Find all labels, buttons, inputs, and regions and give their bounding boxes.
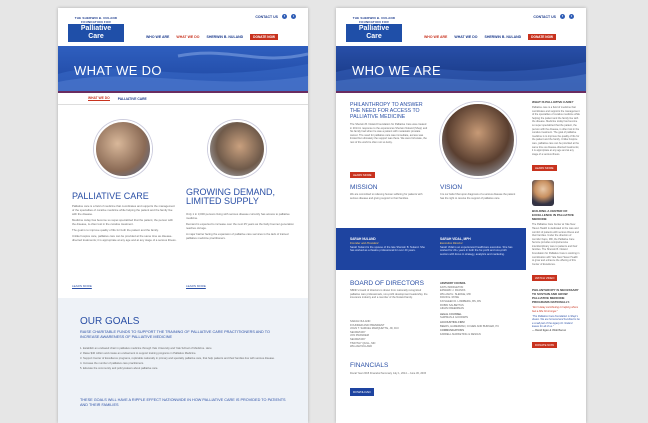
list-item: 3. Support Center of Excellence programs, replicable nationally in primary and specialty palliative care, that help patients and their families live with serious disease. (80, 357, 275, 360)
sidebar-text: The Palliative Care Center at Yale New Haven Health is dedicated to the care and comfort of patients with serious illness and their families. Under the direction of Jennifer Kapo, MD, the Palliative Care Service provides comprehensive interdisciplinary care to patients and their families. The Sherwin B. Nuland Foundation for Palliative Care is working in coordination with Yale New Haven Health to grow and enhance the offering of this Center of Excellence. (532, 223, 580, 266)
list-item: 5. Educate the community and policymakers about palliative care. (80, 367, 159, 370)
contact-link[interactable]: CONTACT US (255, 14, 278, 19)
utility-bar (533, 14, 574, 19)
who-we-are-page (336, 8, 586, 423)
palliative-care-text: Palliative care is a field of medicine that coordinates and supports the management of the specialties of curative medicine while helping the patient and the family live with the disease. Medicine today has become so super-specialized that the patient, the person with the disease, is often lost in the curative treatment. The goal is to improve quality of life for both the patient and the family. Unlike hospice care, palliative care can be provided at the same time as disease-directed treatments; it is appropriate at any age and at any stage of a serious illness. (72, 204, 177, 242)
foundation-logo[interactable] (346, 16, 402, 42)
palliative-care-heading: PALLIATIVE CARE (72, 191, 149, 201)
goals-closing: THESE GOALS WILL HAVE A RIPPLE EFFECT NATIONWIDE IN HOW PALLIATIVE CARE IS PROVIDED TO PATIENTS AND THEIR FAMILIES (80, 398, 286, 407)
vision-text: It is our belief that upon diagnosis of a serious disease the patient has the right to receive the support of palliative care. (440, 193, 516, 200)
hero-banner (336, 46, 586, 91)
sidebar (532, 100, 580, 351)
logo-wordmark: Palliative Care (346, 24, 402, 42)
logo-subtitle: THE SHERWIN B. NULAND FOUNDATION FOR (74, 16, 118, 24)
board-list: SARAH NULAND FOUNDER AND PRESIDENT JOHN T. SAMUEL MARQUETTE, JD, DUI SECRETARY JON PRANDEM SECRETARY TIMOTHY QUILL, MD WILLIAM NULAND (350, 320, 399, 349)
sidebar-learn-more-button[interactable]: LEARN MORE (532, 165, 557, 171)
list-item: 2. Raise $40 million and create an endowment to support training programs in Palliative Medicine. (80, 352, 197, 355)
logo-wordmark: Palliative Care (68, 24, 124, 42)
what-we-do-page (58, 8, 308, 423)
sidebar-donate-button[interactable]: DONATE NOW (532, 342, 557, 348)
learn-more-button[interactable]: LEARN MORE (350, 172, 375, 178)
financials-heading: FINANCIALS (350, 362, 389, 369)
goals-heading: OUR GOALS (80, 316, 140, 327)
sidebar-heading: WHAT IS PALLIATIVE CARE? (532, 100, 574, 104)
nav-who-we-are[interactable]: WHO WE ARE (146, 35, 170, 39)
sub-nav (58, 93, 308, 105)
family-photo (440, 102, 516, 178)
download-button[interactable]: DOWNLOAD (350, 388, 374, 396)
vision-heading: VISION (440, 184, 463, 191)
foundation-logo[interactable] (68, 16, 124, 42)
leadership-band (336, 228, 526, 270)
goals-lead: RAISE CHARITABLE FUNDS TO SUPPORT THE TRAINING OF PALLIATIVE CARE PRACTITIONERS AND TO INCREASE AWARENESS OF PALLIATIVE MEDICINE (80, 330, 270, 339)
subnav-what-we-do[interactable]: WHAT WE DO (88, 96, 110, 100)
subnav-palliative-care[interactable]: PALLIATIVE CARE (117, 96, 147, 101)
page-title: WHO WE ARE (352, 63, 441, 78)
intro-text: The Sherwin B. Nuland Foundation for Palliative Care was created in 2014 in response to the experiences Sherwin Nuland (Shep) and his family had when he was a patient with metastatic prostate cancer. The need for palliative care was immediate, access was limited but ultimately the support was there. We were fortunate, the rest of the world is often not so lucky. (350, 123, 428, 144)
main-nav (146, 34, 278, 40)
nav-who-we-are[interactable]: WHO WE ARE (424, 35, 448, 39)
logo-subtitle: THE SHERWIN B. NULAND FOUNDATION FOR (352, 16, 396, 24)
header (58, 8, 308, 46)
nav-what-we-do[interactable]: WHAT WE DO (454, 35, 478, 39)
growing-demand-text: Only 1 in 3,000 persons living with serious disease currently has access to palliative medicine. Demand is expected to increase over the next 25 years as the baby boomer generation reaches old age. A major barrier facing the expansion of palliative care services is the lack of trained palliative medicine practitioners. (186, 212, 294, 240)
doctor-portrait (532, 180, 554, 206)
sidebar-heading: BUILDING A CENTER OF EXCELLENCE IN PALLIATIVE MEDICINE (532, 209, 574, 222)
facebook-icon[interactable]: f (562, 14, 563, 18)
board-heading: BOARD OF DIRECTORS (350, 280, 424, 287)
growing-demand-heading: GROWING DEMAND, LIMITED SUPPLY (186, 187, 275, 206)
nav-sherwin-nuland[interactable]: SHERWIN B. NULAND (206, 35, 244, 39)
goals-list (80, 346, 295, 371)
elderly-patient-photo (208, 120, 266, 178)
twitter-icon[interactable]: t (571, 14, 572, 18)
mission-heading: MISSION (350, 184, 378, 191)
list-item: 4. Increase the number of palliative care practitioners. (80, 362, 144, 365)
goals-section (58, 298, 308, 423)
intro-heading: PHILANTHROPY TO ANSWER THE NEED FOR ACCESS TO PALLIATIVE MEDICINE (350, 102, 423, 120)
contact-link[interactable]: CONTACT US (533, 14, 556, 19)
donate-button[interactable]: DONATE NOW (250, 34, 278, 40)
board-text: NBNF’s board of directors is drawn from nationally recognized palliative care professionals, non-profit development leadership, the insurance industry and a member of the Nuland family. (350, 289, 428, 300)
accent-rule (336, 91, 586, 93)
sidebar-signature: — David Egan & Vikki Bacon (532, 329, 567, 332)
sidebar-heading: PHILANTHROPY IS NECESSARY TO SUSTAIN AND GROW PALLIATIVE MEDICINE PROGRAMS NATIONALLY. (532, 288, 579, 305)
list-item: 1. Establish an endowed chair in palliative medicine through Yale University and Yale School of Medicine. Here (80, 347, 212, 350)
sidebar-quote: “The Palliative Care Foundation is Shep’s dream. We are honored and humbled to be a small part of the legacy Dr. Nuland leaves for all of us.” (532, 314, 580, 329)
advisory-section: ADVISORY COUNCIL FAITH MIDDLETON EDWARD J. FRANKS WILLIAM H. SLEDGE, MD DAVID E. ROSE KATHLEEN D. LINDBERG, BS, RN ROBIN SALBETTAS AIDAN FREEDIMAN LEGAL COUNSEL SHIPMAN & GOODWIN ACCOUNTING FIRM BEERS, HAMERMAN, COHEN AND BURGER, PC COMMUNICATIONS FARRELL MARKETING & DESIGN (440, 282, 500, 336)
demand-learn-more-link[interactable]: LEARN MORE (186, 284, 206, 288)
nav-what-we-do[interactable]: WHAT WE DO (176, 35, 200, 39)
person-card: SARAH VIDAL, MPH Executive Director Sarah Vidal is an experienced healthcare executive. She has worked for 20+ years in both the for-profit and non-profit sectors with focus in strategy, analytics and marketing. (440, 237, 513, 257)
donate-button[interactable]: DONATE NOW (528, 34, 556, 40)
page-title: WHAT WE DO (74, 63, 162, 78)
twitter-icon[interactable]: t (293, 14, 294, 18)
utility-bar (255, 14, 296, 19)
sidebar-quote: “Don’t delay contributing to helping others feel a little bit stronger.” (532, 306, 579, 314)
financials-text: Fiscal Year 2015 Financial Summary July 1, 2014 – June 30, 2015 (350, 372, 427, 375)
palliative-learn-more-link[interactable]: LEARN MORE (72, 284, 92, 288)
sidebar-text: Palliative care is a field of medicine that coordinates and supports the management of the specialties of curative medicine while helping the patient and the family live with the disease. Medicine today has become so super specialized that the patient, the person with the disease, is often lost in the curative treatment. The goal of palliative medicine is to improve the quality of life for the patient and the family. Unlike hospice care, palliative care can be provided at the same time as disease-directed treatments; it is appropriate at any age and at any stage of a serious illness. (532, 106, 580, 156)
watch-video-button[interactable]: WATCH VIDEO (532, 275, 557, 281)
nav-sherwin-nuland[interactable]: SHERWIN B. NULAND (484, 35, 522, 39)
facebook-icon[interactable]: f (284, 14, 285, 18)
hero-banner (58, 46, 308, 91)
doctor-patient-photo (94, 120, 152, 178)
mission-text: We are committed to relieving human suffering for patients with serious disease and giving support to their families. (350, 193, 423, 200)
header (336, 8, 586, 46)
main-nav (424, 34, 556, 40)
person-card: SARAH NULAND Founder and President Sarah Nuland is the spouse of the late Sherwin B. Nuland. She has worked as a theatre professional for over 40 years. (350, 237, 425, 253)
